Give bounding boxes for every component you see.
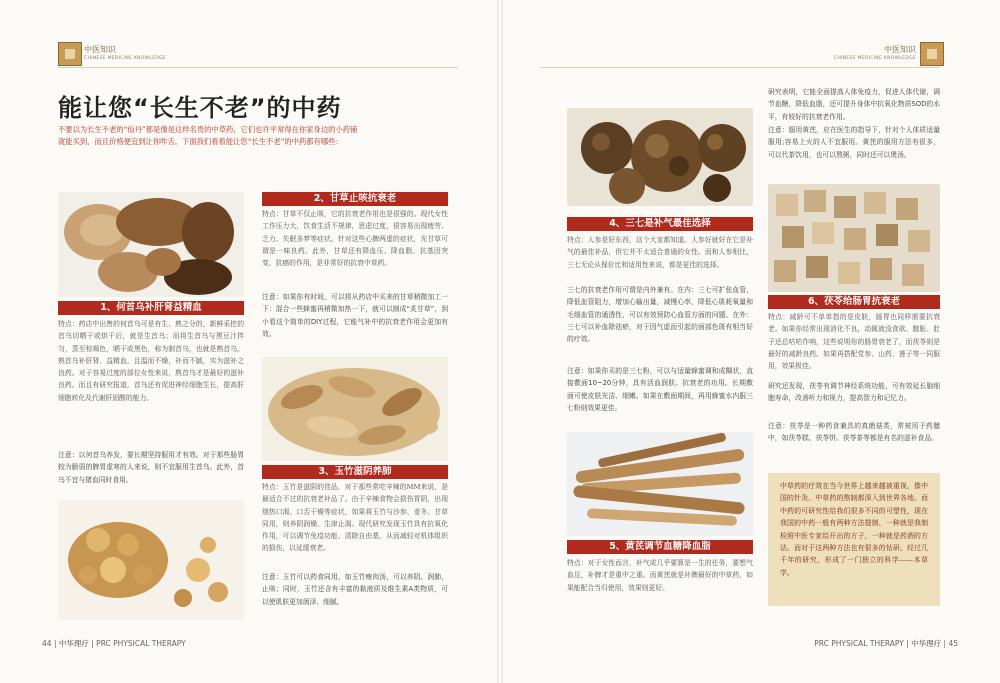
heshouwu-photo (58, 192, 244, 297)
section-6-note: 注意：茯苓是一种药食兼具的真菌菇类，常被用于药膳中，如茯苓糕、茯苓饼。茯苓茶等都是有名的滋补食品。 (768, 422, 940, 443)
quote-box (768, 473, 940, 606)
section-3-note: 注意：玉竹可以药食同用，如玉竹瘦肉汤，可以养阴、润肺，止咳；同时，玉竹还含有丰富的黏液质及维生素A类物质，可以使肌肤更加润泽、细腻。 (262, 573, 448, 606)
section-5-research: 研究表明，它能全面提高人体免疫力，促进人体代谢，调节血糖，降低血脂，还可提升身体中抗氧化物质SOD的水平，有较好的抗衰老作用。 (768, 88, 940, 121)
footer-left: 44 | 中华理疗 | PRC PHYSICAL THERAPY (42, 639, 186, 648)
chinese-medicine-logo-icon (920, 42, 944, 66)
section-5-note: 注意：服用黄芪，应在医生的指导下，针对个人体质适量服用;容易上火的人不宜服用。黄芪的服用方法有很多，可以代茶饮用，也可以熬粥，同时还可以煲汤。 (768, 126, 940, 159)
page-number-right: 45 (948, 639, 958, 648)
section-4-feature: 特点：人参是好东西，这个大家都知道。人参好就好在它是补气的最佳补品，但它并不太适合普通的女性。而和人参相比，三七无论从保价比和适用性来说，都是更佳的选择。 (567, 236, 753, 269)
page-number-left: 44 (42, 639, 52, 648)
footer-right: PRC PHYSICAL THERAPY | 中华理疗 | 45 (814, 639, 958, 648)
section-4-note2: 注意：如果你买的是三七粉，可以与适量蜂蜜调和成糊状，直接敷面10~20分钟，具有活血润肤、抗衰老的功用。长期敷面可使皮肤光洁、细嫩。如果在敷面期间，再用蜂蜜水内服三七粉则效果更佳。 (567, 367, 753, 412)
section-3-feature: 特点：玉竹是滋阴的佳品，对于那些常吃辛辣的MM来说，是最适合不过的抗衰老补品了。由于辛辣食物会损伤胃阴，出现烟热口渴、口舌干燥等症状，如果将玉竹与沙参、麦冬、甘草同用，则养阴润燥、生津止渴。现代研究发现玉竹具有抗氧化作用，可以调节免疫功能、清除自由基，从而减轻对机体组织的损伤，以延缓衰老。 (262, 483, 448, 553)
page-spine (497, 0, 503, 683)
section-2-title: 2、甘草止咳抗衰老 (262, 192, 448, 206)
quote-text: 中草药的疗效在当今世界上越来越被重视，像中国的针灸、中草药的熬制都深入到世界各地。而中药的可研究性给我们很多不同的可塑性，现在我国的中药一般有两种方法提制，一种就是我制检照中医专家给开出的方子，一种就是药酒的方法。而对于这两种方法也有很多的钻研。经过几千年的研究，形成了一门独立的科学——本草学。 (780, 482, 928, 577)
yuzhu-slices-photo (58, 500, 244, 620)
section-1-note: 注意：以何首乌养发，要长期坚持服用才有效。对于那些肠胃较为脆弱的脾胃虚寒的人来说，则不宜服用生首乌。此外，首乌不宜与猪血同时食用。 (58, 451, 244, 484)
section-5-title: 5、黄芪调节血糖降血脂 (567, 540, 753, 554)
footer-left-en: PRC PHYSICAL THERAPY (96, 639, 186, 648)
section-4-title: 4、三七是补气最佳选择 (567, 217, 753, 231)
section-6-feature: 特点：减龄可不单单指的是皮肤，肠胃也同样需要抗衰老。如果你经常出现消化不良，动辄就没食欲、腹胀、肚子还总咕咕作响，这些说明你的肠胃衰老了，而茯苓则是最好的减龄良药。如果再搭配党参、山药、莲子等一同服用，效果极佳。 (768, 313, 940, 371)
article-intro: 不要以为长生不老的“仙丹”都是像是这样名贵的中草药，它们也许平常得在你家身边的小药铺就能买到，而且价格便宜到让你咋舌。下面我们看看能让您“长生不老”的中药都有哪些： (58, 125, 358, 146)
header-left-cn: 中医知识 (84, 45, 116, 54)
header-left-rule (58, 67, 458, 68)
section-4-note: 三七的抗衰老作用可谓是内外兼有。在内：三七可扩张血管，降低血管阻力，增加心输出量，减慢心率，降低心肌耗氧量和毛细血管的通透性，可以有效预防心血管方面的问题。在外：三七可以补血除祛瘀，对于因气虚而引起的面部色斑有相当好的疗效。 (567, 286, 753, 344)
section-2-feature: 特点：甘草不仅止咳，它的抗衰老作用也是很强的。现代女性工作压力大，饮食生活不规律，思虑过度，很容易出现疲劳、乏力、失眠多梦等症状。针对这些心脾两虚的症状，光甘草可谓是一味良药。此外，甘草还有降血压、降血脂、抗基因突变、抗癌的作用，是非常好的抗衰中草药。 (262, 210, 448, 268)
section-1-feature: 特点：药店中出售的何首乌可是有生、熟之分的，新鲜采挖的首乌切晒干或烘干后，就是生首乌；而将生首乌与黑豆汁拌匀，蒸至棕褐色，晒干或黑色，称为制首乌，也就是熟首乌。熟首乌补肝肾、益精血，且温而不燥，补而不腻，实为滋补之良药。对于容易过度的部位女性来说，熟首乌才是最好的滋补良药。而且有研究报道，首乌还有促进神经细胞生长，提高肝细胞转化及代谢肝固醇的能力。 (58, 320, 244, 402)
header-right-en: CHINESE MEDICINE KNOWLEDGE (833, 56, 916, 61)
section-6-research: 研究还发现，茯苓有调节神经系统功能，可有效延长脑细胞寿命，改善听力和视力，提高智力和记忆力。 (768, 382, 940, 403)
section-1-title: 1、何首乌补肝肾益精血 (58, 301, 244, 315)
footer-left-brand: 中华理疗 (58, 639, 89, 648)
section-6-title: 6、茯苓给肠胃抗衰老 (768, 295, 940, 309)
section-3-title: 3、玉竹滋阴养肺 (262, 465, 448, 479)
section-2-note: 注意：如果你有时间，可以将从药店中买来的甘草稍微加工一下：混合一些蜂蜜再稍微加热一下，就可以制成“炙甘草”，到小看这个简单的DIY过程，它能气补中的抗衰老作用会更加有效。 (262, 293, 448, 338)
footer-right-en: PRC PHYSICAL THERAPY (814, 639, 904, 648)
section-5-feature: 特点：对于女性而言，补气或几乎要算是一生的任务，要想气血足，补脾才是重中之重。而黄芪就是补脾最好的中草药，如果能配合当归使用，效果则更好。 (567, 559, 753, 592)
header-left-en: CHINESE MEDICINE KNOWLEDGE (84, 56, 167, 61)
footer-right-brand: 中华理疗 (911, 639, 942, 648)
sanqi-photo (567, 108, 753, 206)
gancao-photo (262, 357, 448, 461)
fuling-photo (768, 184, 940, 292)
chinese-medicine-logo-icon (58, 42, 82, 66)
header-right-cn: 中医知识 (884, 45, 916, 54)
article-title: 能让您“长生不老”的中药 (58, 94, 342, 122)
header-right-rule (540, 67, 940, 68)
huangqi-photo (567, 432, 753, 536)
